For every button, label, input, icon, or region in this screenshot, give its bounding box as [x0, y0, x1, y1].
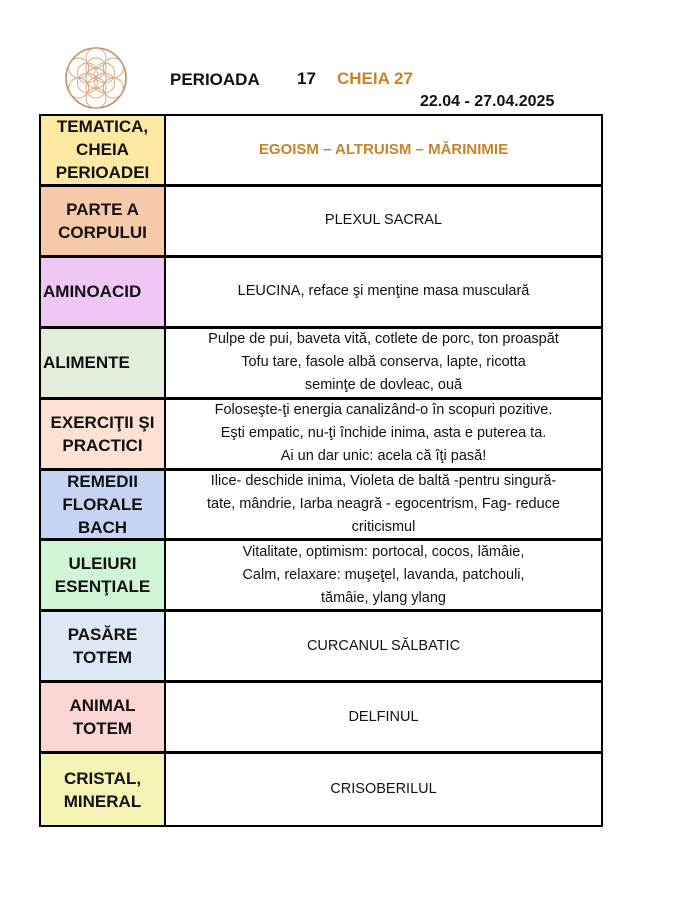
- value-line: CRISOBERILUL: [330, 781, 437, 798]
- row-value-pasare: [166, 612, 601, 683]
- value-line: Eşti empatic, nu-ţi închide inima, asta e puterea ta.: [220, 425, 547, 442]
- value-line: Calm, relaxare: muşeţel, lavanda, patchouli,: [242, 566, 525, 583]
- flower-of-life-logo: [64, 46, 128, 110]
- row-label-pasare: PASĂRE TOTEM: [41, 612, 166, 683]
- row-label-alimente: ALIMENTE: [41, 329, 166, 400]
- value-line: Foloseşte-ţi energia canalizând-o în scopuri pozitive.: [214, 402, 553, 419]
- value-line: Pulpe de pui, baveta vită, cotlete de porc, ton proaspăt: [208, 331, 559, 348]
- row-label-cristal: CRISTAL, MINERAL: [41, 754, 166, 825]
- value-line: LEUCINA, reface şi menţine masa musculară: [237, 283, 530, 300]
- row-label-animal: ANIMAL TOTEM: [41, 683, 166, 754]
- row-label-remedii: REMEDII FLORALE BACH: [41, 471, 166, 542]
- value-line: tate, mândrie, Iarba neagră - egocentrism, Fag- reduce: [206, 495, 560, 512]
- row-value-exercitii: [166, 400, 601, 471]
- period-number: 17: [297, 69, 316, 88]
- date-range: 22.04 - 27.04.2025: [420, 93, 555, 110]
- period-label: PERIOADA: [170, 70, 260, 89]
- row-value-uleiuri: [166, 541, 601, 612]
- row-value-cristal: [166, 754, 601, 825]
- value-line: DELFINUL: [348, 708, 419, 725]
- row-value-tematica: [166, 116, 601, 187]
- row-label-tematica: TEMATICA, CHEIA PERIOADEI: [41, 116, 166, 187]
- row-value-animal: [166, 683, 601, 754]
- value-line: tămâie, ylang ylang: [321, 589, 446, 606]
- row-label-exercitii: EXERCIŢII ŞI PRACTICI: [41, 400, 166, 471]
- key-label: CHEIA 27: [337, 69, 413, 88]
- value-line: Ilice- deschide inima, Violeta de baltă -pentru singură-: [210, 472, 557, 489]
- value-line: PLEXUL SACRAL: [324, 212, 443, 229]
- value-line: Vitalitate, optimism: portocal, cocos, lămâie,: [242, 543, 525, 560]
- period-table: [39, 114, 603, 827]
- value-line: CURCANUL SĂLBATIC: [306, 637, 461, 654]
- row-value-alimente: [166, 329, 601, 400]
- theme-text: EGOISM – ALTRUISM – MĂRINIMIE: [258, 141, 509, 159]
- row-label-uleiuri: ULEIURI ESENŢIALE: [41, 541, 166, 612]
- row-value-remedii: [166, 471, 601, 542]
- row-value-parte-corp: [166, 187, 601, 258]
- value-line: Ai un dar unic: acela că îţi pasă!: [280, 448, 487, 465]
- row-label-parte-corp: PARTE A CORPULUI: [41, 187, 166, 258]
- value-line: criticismul: [351, 518, 416, 535]
- value-line: Tofu tare, fasole albă conserva, lapte, ricotta: [241, 354, 526, 371]
- row-value-aminoacid: [166, 258, 601, 329]
- value-line: seminţe de dovleac, ouă: [304, 377, 463, 394]
- row-label-aminoacid: AMINOACID: [41, 258, 166, 329]
